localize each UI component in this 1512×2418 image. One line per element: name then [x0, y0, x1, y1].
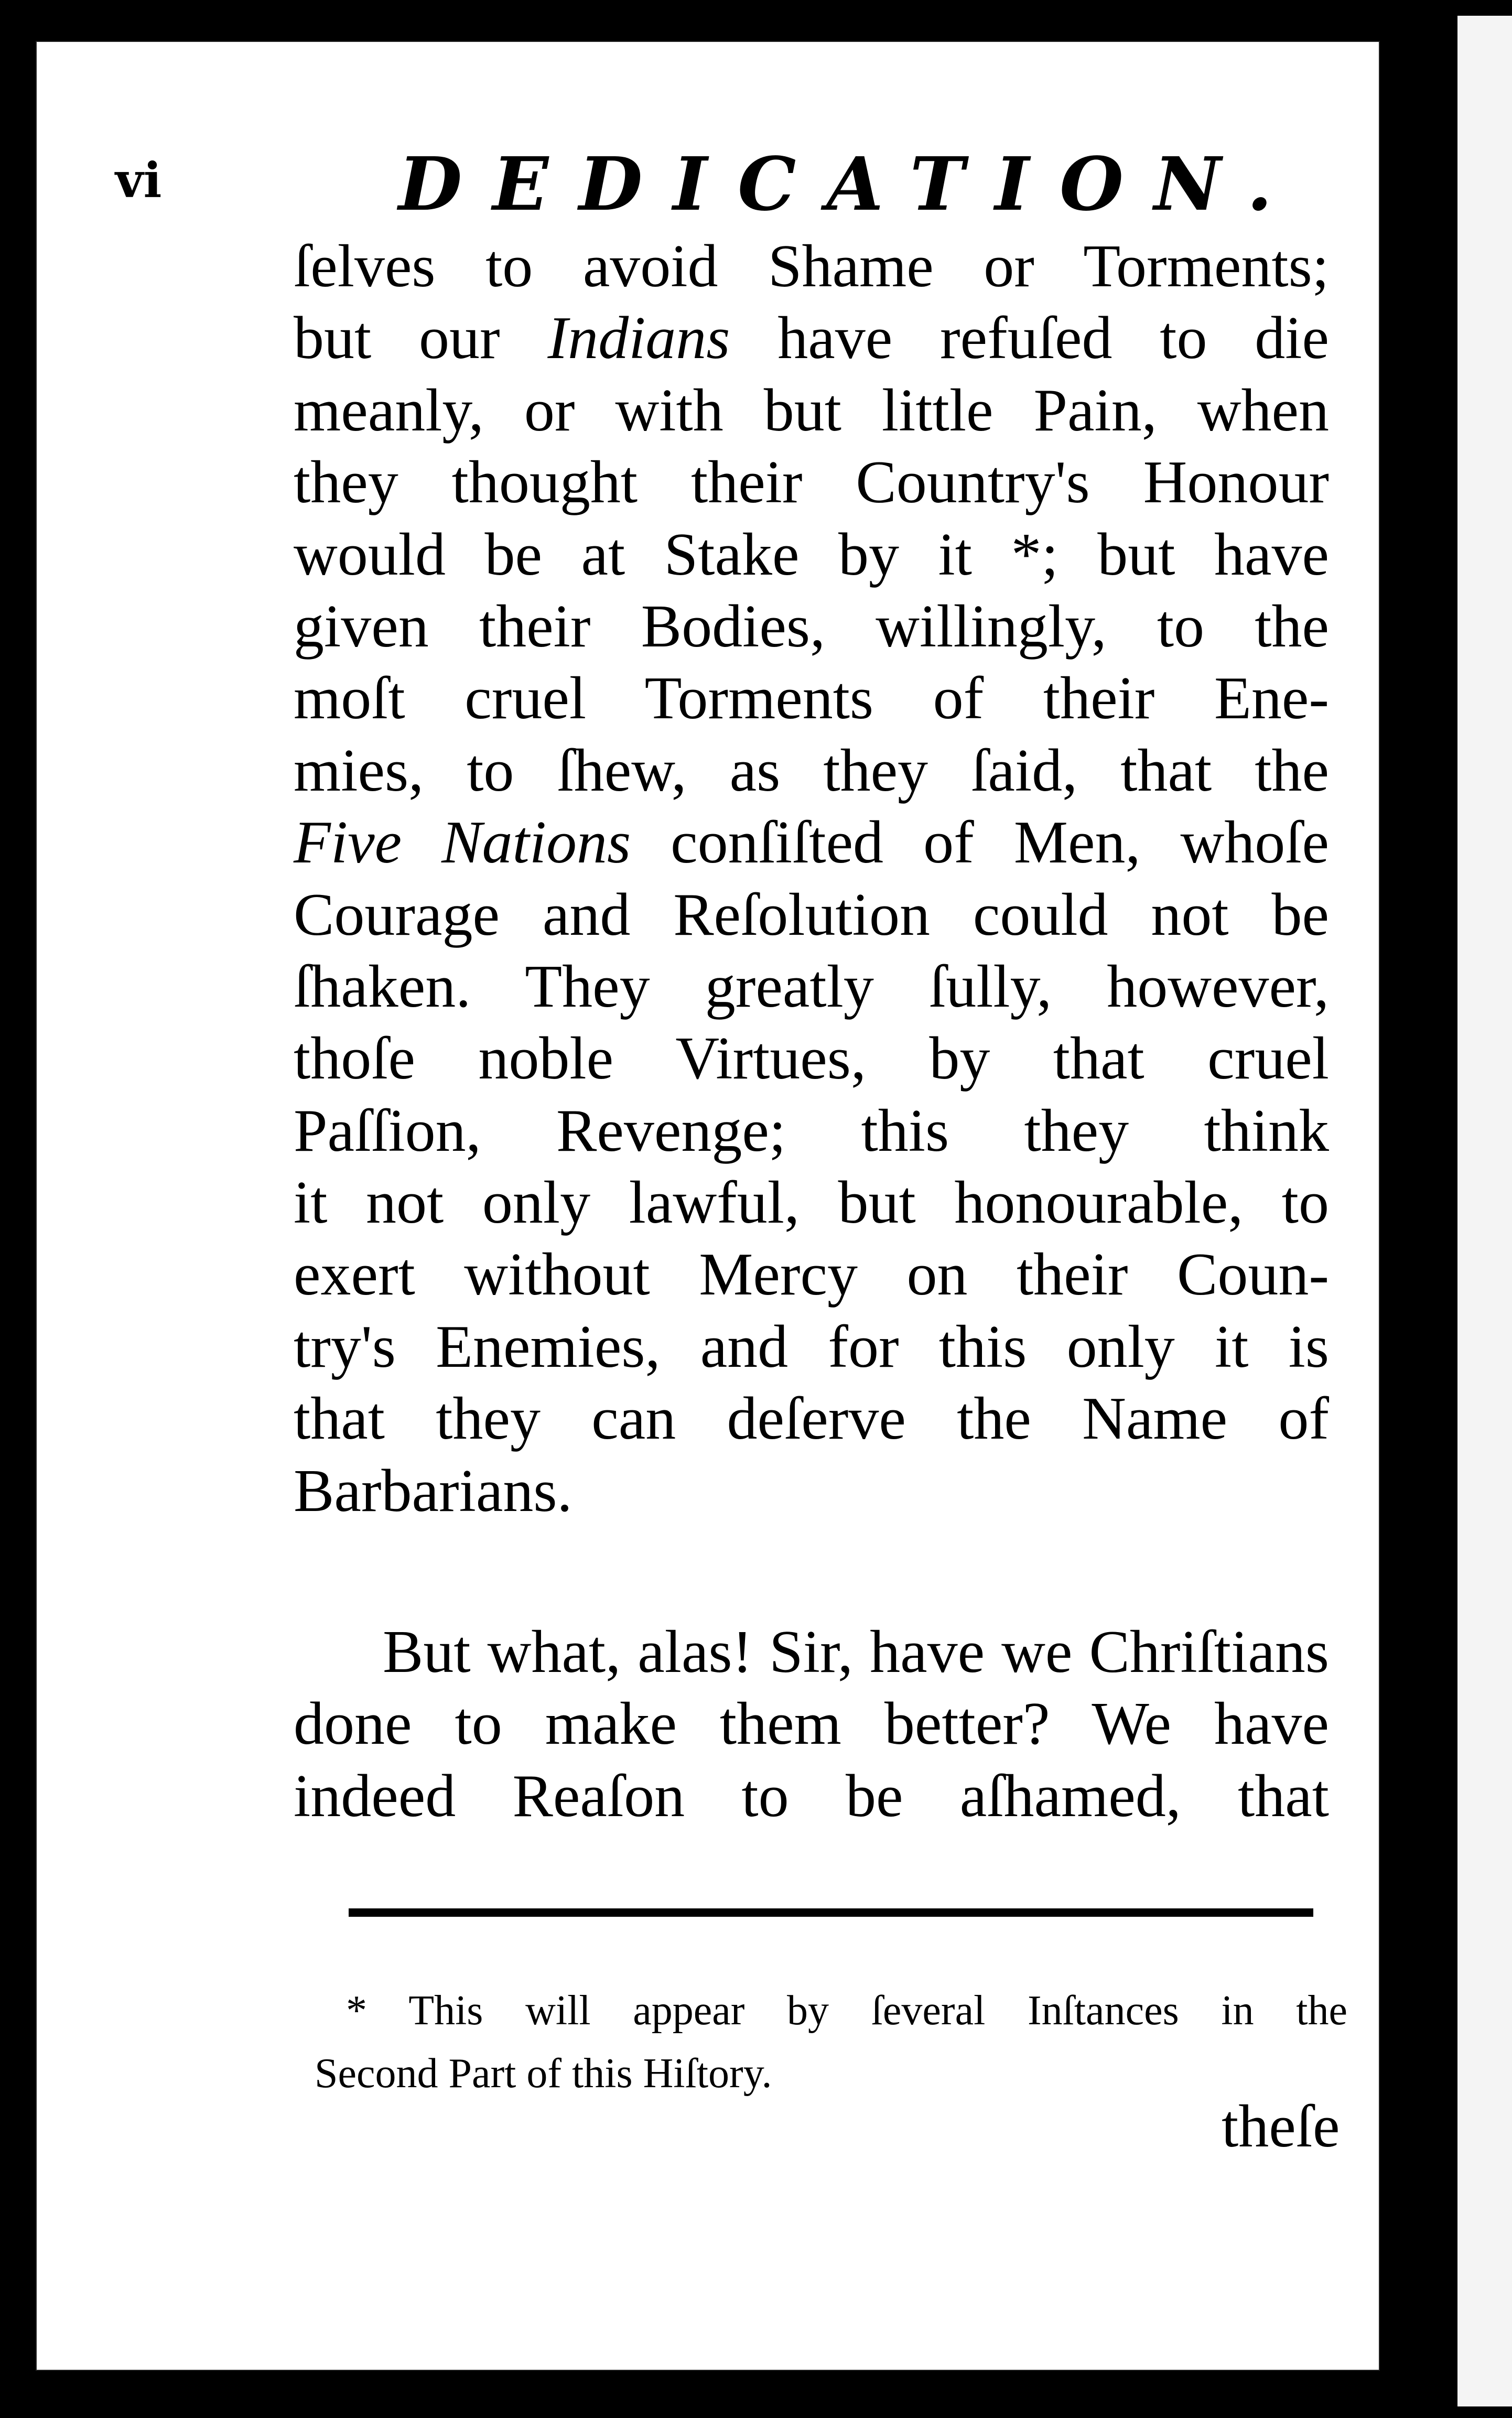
- text-line: meanly, or with but little Pain, when: [294, 376, 1329, 444]
- catchword: theſe: [1222, 2093, 1340, 2160]
- text-line: they thought their Country's Honour: [294, 449, 1329, 516]
- text-line: But what, alas! Sir, have we Chriſtians: [383, 1618, 1329, 1686]
- text-line: Paſſion, Revenge; this they think: [294, 1097, 1329, 1164]
- text-line: ſelves to avoid Shame or Torments;: [294, 233, 1329, 300]
- text-line: mies, to ſhew, as they ſaid, that the: [294, 737, 1329, 804]
- italic-text: Five Nations: [294, 809, 631, 877]
- text-line: Barbarians.: [294, 1457, 573, 1525]
- text-line: moſt cruel Torments of their Ene-: [294, 665, 1329, 732]
- text-line: but our Indians have refuſed to die: [294, 305, 1330, 372]
- footnote: [315, 1979, 1347, 2105]
- text-line: given their Bodies, willingly, to the: [294, 592, 1329, 660]
- paragraph-gap: [294, 1527, 1329, 1616]
- text-line: try's Enemies, and for this only it is: [294, 1313, 1329, 1380]
- text-line: Five Nations conſiſted of Men, whoſe: [294, 809, 1330, 877]
- body-text: [294, 231, 1329, 1832]
- adjacent-page-edge: [1457, 16, 1512, 2406]
- text-line: that they can deſerve the Name of: [294, 1385, 1329, 1453]
- gutter-shadow: [1379, 31, 1457, 2391]
- text-line: done to make them better? We have: [294, 1690, 1329, 1758]
- text-line: Courage and Reſolution could not be: [294, 881, 1329, 948]
- text-line: exert without Mercy on their Coun-: [294, 1241, 1329, 1309]
- italic-text: Indians: [547, 305, 730, 372]
- text-line: indeed Reaſon to be aſhamed, that: [294, 1762, 1329, 1830]
- text-line: would be at Stake by it *; but have: [294, 521, 1329, 588]
- footnote-line: * This will appear by ſeveral Inſtances in the: [346, 1988, 1347, 2034]
- footnote-rule: [349, 1908, 1313, 1917]
- footnote-line: Second Part of this Hiſtory.: [315, 2050, 772, 2097]
- text-line: thoſe noble Virtues, by that cruel: [294, 1025, 1329, 1093]
- text-line: it not only lawful, but honourable, to: [294, 1169, 1329, 1237]
- page-number: vi: [115, 152, 162, 209]
- paragraph-2: [294, 1616, 1329, 1832]
- text-line: ſhaken. They greatly ſully, however,: [294, 953, 1329, 1020]
- running-head: DEDICATION.: [398, 142, 1303, 228]
- paragraph-1: [294, 231, 1329, 1527]
